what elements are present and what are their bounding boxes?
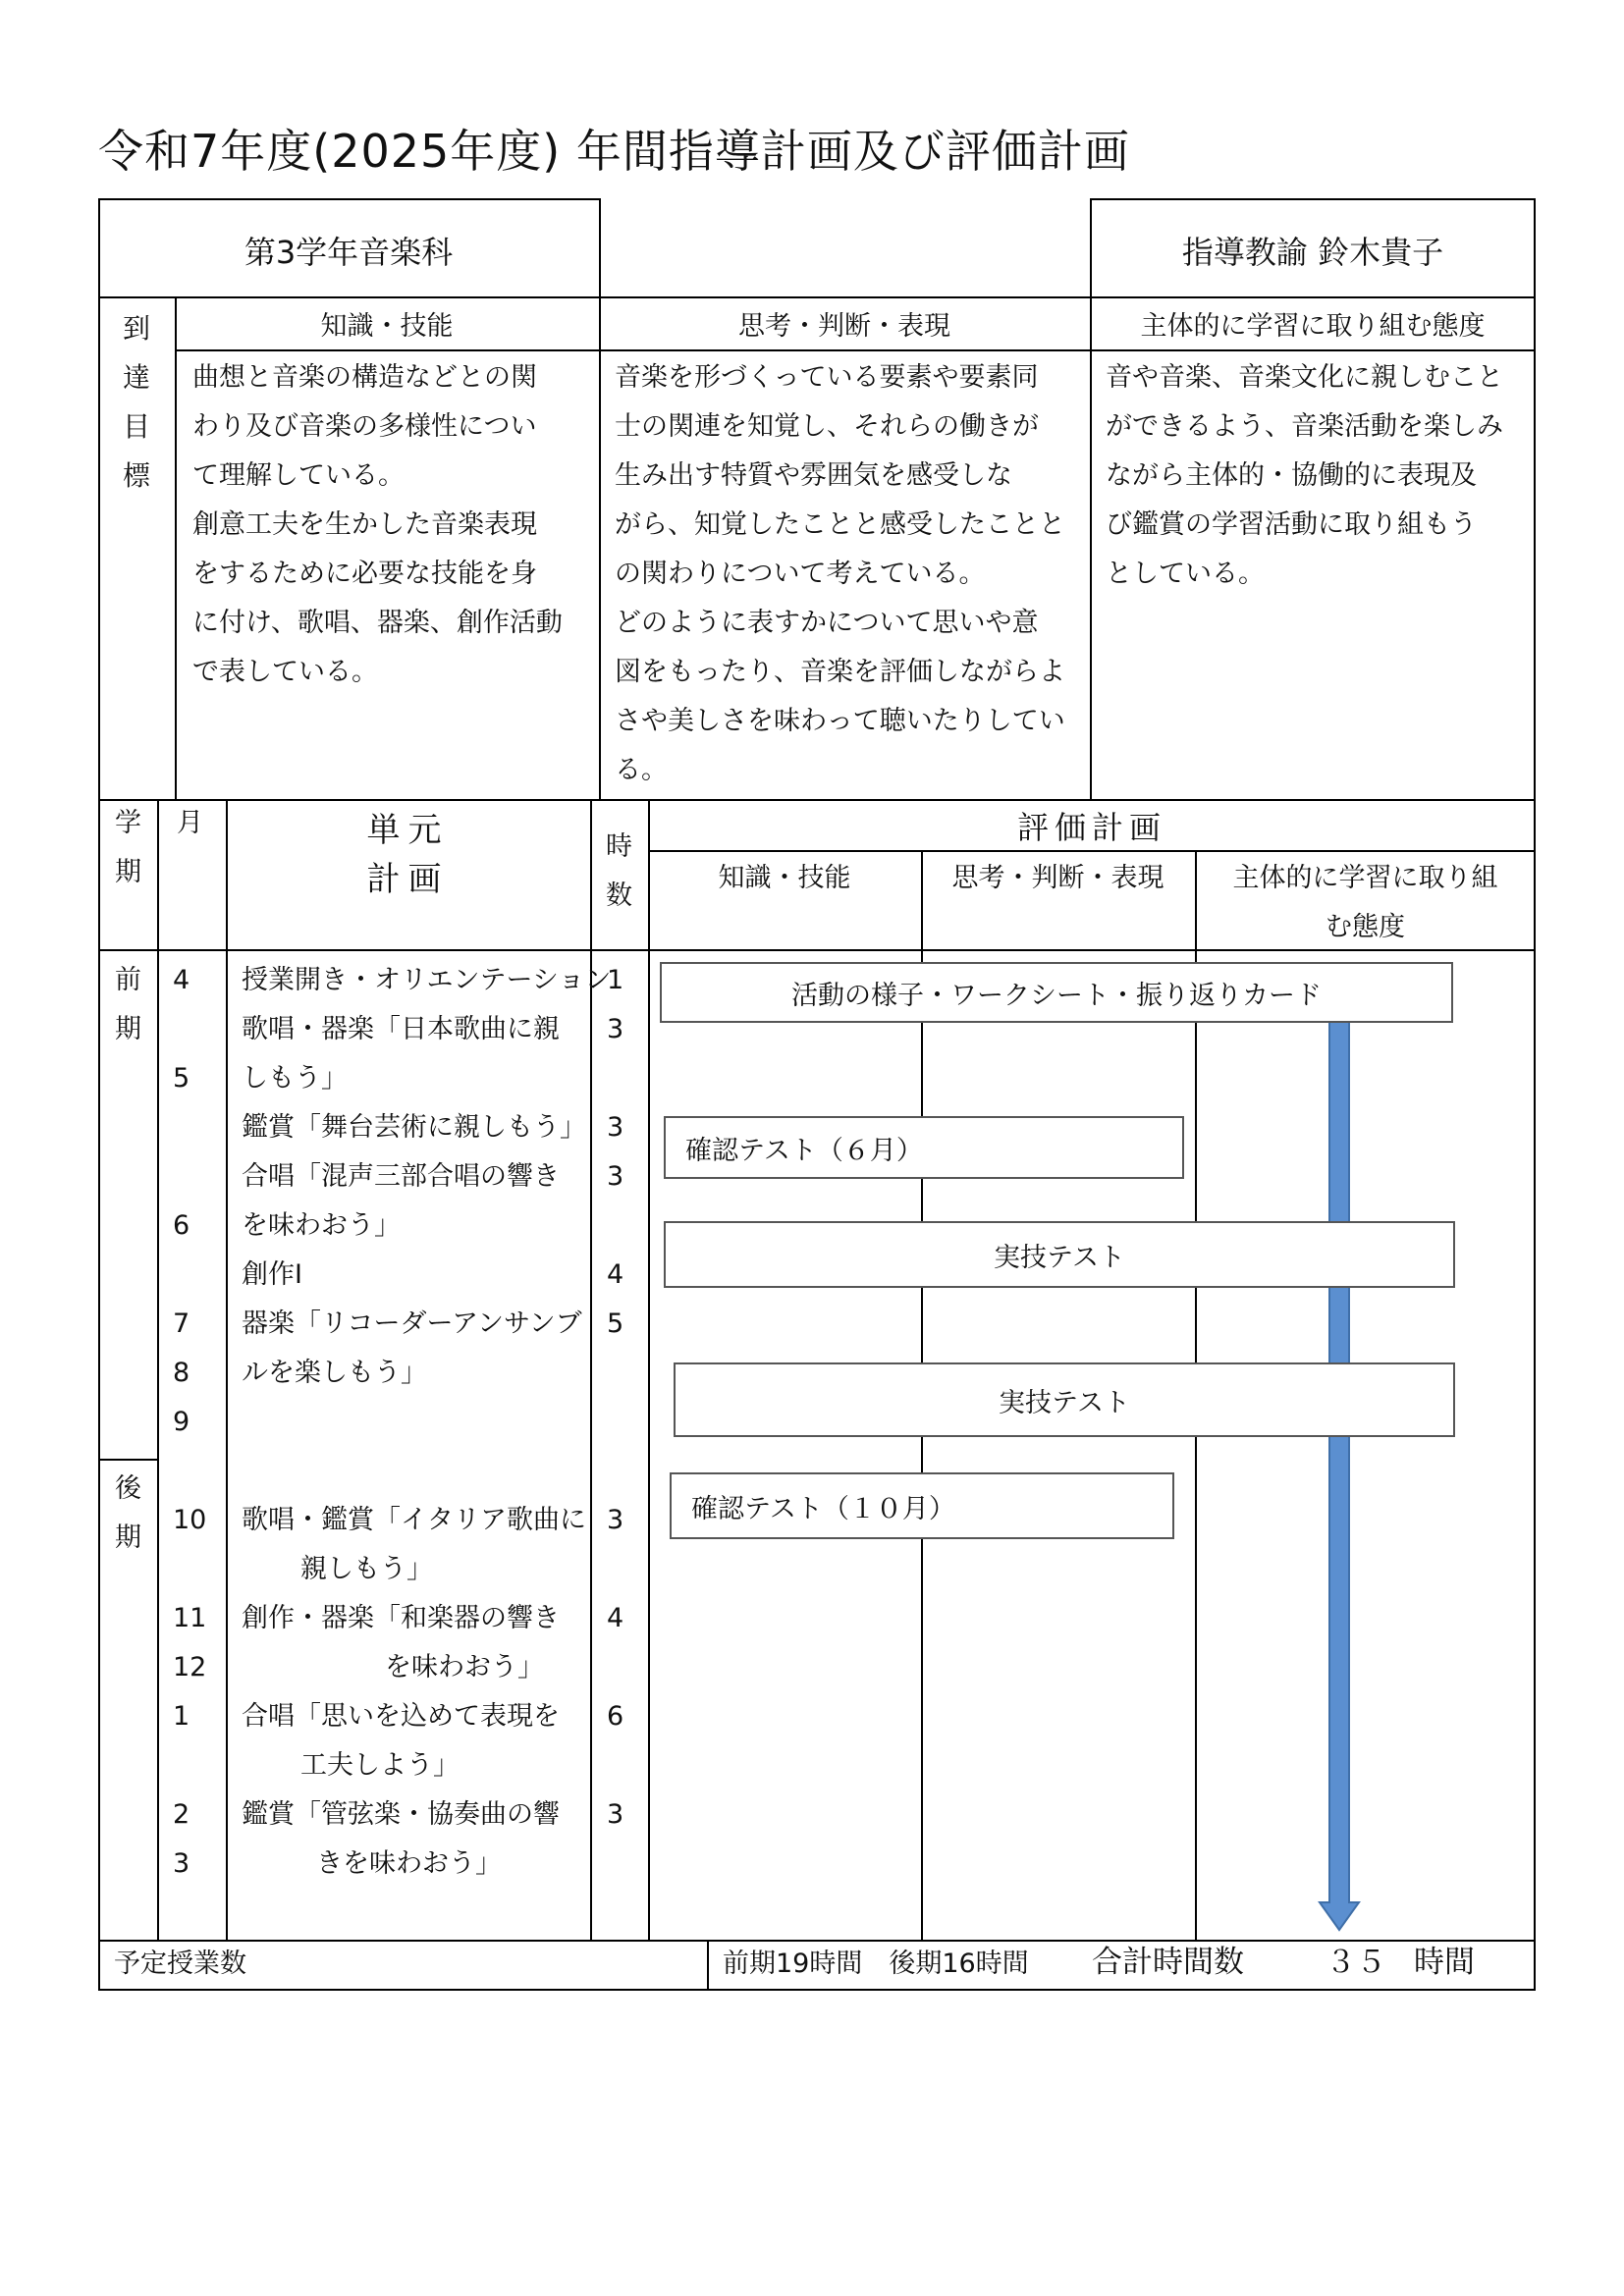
assessment-practical-2-label: 実技テスト [999,1387,1130,1418]
hours-cell: 3 [607,1161,624,1192]
unit-line: 歌唱・鑑賞「イタリア歌曲に [242,1505,586,1535]
hours-cell: 1 [607,965,624,995]
hours-cell: 3 [607,1112,624,1143]
unit-line: ルを楽しもう」 [242,1358,427,1388]
unit-line: 創作Ⅰ [242,1259,302,1290]
unit-line: を味わおう」 [385,1652,544,1682]
month-cell: 10 [173,1505,207,1535]
month-cell: 2 [173,1799,190,1830]
term-second: 後期 [115,1473,141,1553]
term-header: 学期 [115,808,141,887]
teacher-cell: 指導教諭 鈴木貴子 [1181,234,1444,271]
ongoing-assessment-arrow [1316,1021,1363,1934]
goal-header-knowledge: 知識・技能 [320,311,454,342]
month-cell: 5 [173,1063,190,1094]
unit-line: を味わおう」 [242,1210,401,1241]
month-cell: 6 [173,1210,190,1241]
assessment-test-june-box [664,1116,1184,1179]
footer-label: 予定授業数 [114,1949,246,1979]
goal-text-knowledge: 曲想と音楽の構造などとの関 わり及び音楽の多様性につい て理解している。 創意工夫を生かした音楽表現 をするために必要な技能を身 に付け、歌唱、器楽、創作活動 で表している。 [192,362,563,687]
unit-line: 鑑賞「舞台芸術に親しもう」 [242,1112,586,1143]
unit-line: 創作・器楽「和楽器の響き [242,1603,560,1633]
hours-cell: 3 [607,1505,624,1535]
unit-line: きを味わおう」 [316,1848,502,1879]
unit-line: 鑑賞「管弦楽・協奏曲の響 [242,1799,560,1830]
assessment-practical-1-box [664,1221,1455,1288]
footer-summary: 前期19時間 後期16時間 [723,1949,1029,1979]
footer-total-label: 合計時間数 [1092,1945,1244,1980]
eval-header-knowledge: 知識・技能 [718,863,851,893]
unit-line: 親しもう」 [300,1554,433,1584]
eval-header: 評価計画 [1016,809,1166,846]
eval-header-attitude-2: む態度 [1326,912,1405,942]
month-cell: 8 [173,1358,190,1388]
month-cell: 3 [173,1848,190,1879]
assessment-test-oct-label: 確認テスト（１０月） [691,1493,955,1524]
unit-line: 器楽「リコーダーアンサンブ [242,1308,582,1339]
unit-line: 授業開き・オリエンテーション [242,965,612,995]
eval-header-attitude-1: 主体的に学習に取り組 [1232,863,1498,893]
term-first: 前期 [115,965,141,1044]
unit-line: 工夫しよう」 [300,1750,460,1781]
goal-header-thinking: 思考・判断・表現 [738,311,950,342]
eval-header-thinking: 思考・判断・表現 [951,863,1164,893]
hours-header: 時数 [606,831,632,911]
hours-cell: 4 [607,1603,624,1633]
month-cell: 7 [173,1308,190,1339]
page-title: 令和7年度(2025年度) 年間指導計画及び評価計画 [98,125,1130,178]
goal-text-thinking: 音楽を形づくっている要素や要素同 士の関連を知覚し、それらの働きが 生み出す特質や雰囲気を感受しな がら、知覚したことと感受したことと の関わりについて考えている。 どのように表すかについて思いや意 図をもったり、音楽を評価しながらよ さや美しさを味わって聴いたりしてい る。 [615,362,1065,785]
month-cell: 12 [173,1652,207,1682]
month-cell: 11 [173,1603,207,1633]
hours-cell: 6 [607,1701,624,1732]
unit-header-line1: 単元 [366,811,450,850]
hours-cell: 4 [607,1259,624,1290]
hours-cell: 5 [607,1308,624,1339]
footer-total-value: ３５ [1326,1945,1386,1980]
unit-line: 合唱「混声三部合唱の響き [242,1161,560,1192]
month-cell: 1 [173,1701,190,1732]
assessment-ongoing-box [660,962,1453,1023]
month-header: 月 [177,808,203,838]
goals-label: 到達目標 [122,312,150,492]
plan-table [98,198,1536,1991]
month-cell: 4 [173,965,190,995]
subject-cell: 第3学年音楽科 [244,234,454,271]
goal-text-attitude: 音や音楽、音楽文化に親しむこと ができるよう、音楽活動を楽しみ ながら主体的・協働的に表現及 び鑑賞の学習活動に取り組もう としている。 [1106,362,1503,589]
goal-header-attitude: 主体的に学習に取り組む態度 [1140,311,1486,342]
hours-cell: 3 [607,1799,624,1830]
footer-total-unit: 時間 [1414,1945,1475,1980]
unit-line: 合唱「思いを込めて表現を [242,1701,560,1732]
assessment-test-june-label: 確認テスト（６月） [685,1135,923,1166]
assessment-test-oct-box [670,1472,1174,1539]
unit-header-line2: 計画 [366,860,450,899]
assessment-practical-2-box [674,1362,1455,1437]
assessment-ongoing-label: 活動の様子・ワークシート・振り返りカード [791,980,1322,1011]
unit-line: 歌唱・器楽「日本歌曲に親 [242,1014,560,1044]
unit-line: しもう」 [242,1063,348,1094]
month-cell: 9 [173,1407,190,1437]
assessment-practical-1-label: 実技テスト [994,1242,1125,1273]
hours-cell: 3 [607,1014,624,1044]
